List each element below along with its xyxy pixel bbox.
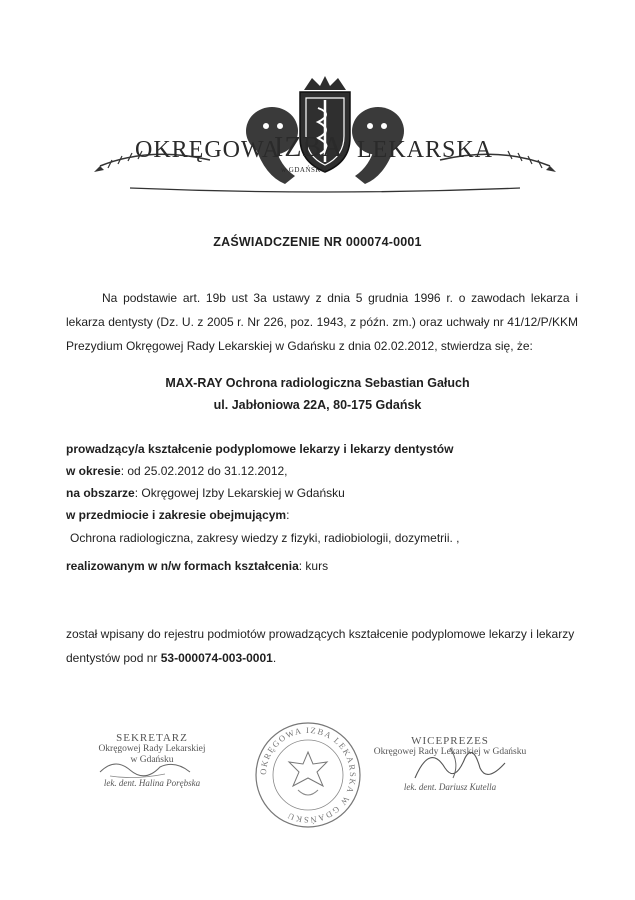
- intro-text: Na podstawie art. 19b ust 3a ustawy z dnia 5 grudnia 1996 r. o zawodach lekarza i lekarza dentysty (Dz. U. z 2005 r. Nr 226, poz. 1943, z późn. zm.) oraz uchwały nr 41/12/P/KKM Prezydium Okręgowej Rady Lekarskiej w Gdańsku z dnia 02.02.2012, stwierdza się, że:: [66, 291, 578, 353]
- header-word-left: OKRĘGOWA: [135, 137, 281, 163]
- subject-value: Ochrona radiologiczna, zakresy wiedzy z fizyki, radiobiologii, dozymetrii. ,: [70, 531, 460, 545]
- area-value: : Okręgowej Izby Lekarskiej w Gdańsku: [134, 486, 345, 500]
- registration-end: .: [272, 651, 277, 665]
- secretary-name: lek. dent. Halina Porębska: [103, 778, 201, 788]
- forms-value: : kurs: [298, 559, 329, 573]
- detail-area: [66, 483, 596, 503]
- detail-forms: [66, 556, 596, 576]
- detail-subject-value: [70, 528, 600, 548]
- header-word-middle: IZBA: [274, 132, 344, 163]
- area-label: na obszarze: [66, 486, 135, 500]
- subject-label: w przedmiocie i zakresie obejmującym: [66, 508, 287, 522]
- header-city: w GDAŃSKU: [281, 166, 327, 174]
- detail-conducting: [66, 439, 596, 459]
- vice-president-handwritten-signature: [405, 738, 515, 788]
- registration-text: został wpisany do rejestru podmiotów prowadzących kształcenie podyplomowe lekarzy i lekarzy dentystów pod nr: [66, 627, 575, 665]
- official-round-seal: [253, 720, 363, 830]
- period-label: w okresie: [66, 464, 121, 478]
- registration-number: 53-000074-003-0001: [160, 651, 273, 665]
- vice-president-name: lek. dent. Dariusz Kutella: [403, 782, 497, 792]
- subject-colon: :: [286, 508, 290, 522]
- detail-period: [66, 461, 596, 481]
- period-value: : od 25.02.2012 do 31.12.2012,: [120, 464, 288, 478]
- entity-name: MAX-RAY Ochrona radiologiczna Sebastian Gałuch: [165, 376, 470, 390]
- seal-text: OKRĘGOWA IZBA LEKARSKA W GDAŃSKU: [257, 724, 359, 826]
- certificate-title: ZAŚWIADCZENIE NR 000074-0001: [213, 235, 422, 249]
- secretary-handwritten-signature: [95, 752, 205, 782]
- vice-president-title: WICEPREZES: [411, 735, 489, 747]
- secretary-line2: w Gdańsku: [130, 755, 174, 765]
- forms-label: realizowanym w n/w formach kształcenia: [66, 559, 299, 573]
- registration-paragraph: [66, 622, 586, 670]
- header-word-right: LEKARSKA: [357, 137, 494, 163]
- detail-subject: [66, 505, 596, 525]
- intro-paragraph: [66, 286, 578, 358]
- vice-president-line1: Okręgowej Rady Lekarskiej w Gdańsku: [373, 747, 527, 757]
- conducting-text: prowadzący/a kształcenie podyplomowe lekarzy i lekarzy dentystów: [66, 442, 454, 456]
- entity-address: ul. Jabłoniowa 22A, 80-175 Gdańsk: [213, 398, 422, 412]
- entity-block: [0, 372, 635, 416]
- secretary-line1: Okręgowej Rady Lekarskiej: [98, 744, 206, 754]
- secretary-title: SEKRETARZ: [116, 732, 188, 744]
